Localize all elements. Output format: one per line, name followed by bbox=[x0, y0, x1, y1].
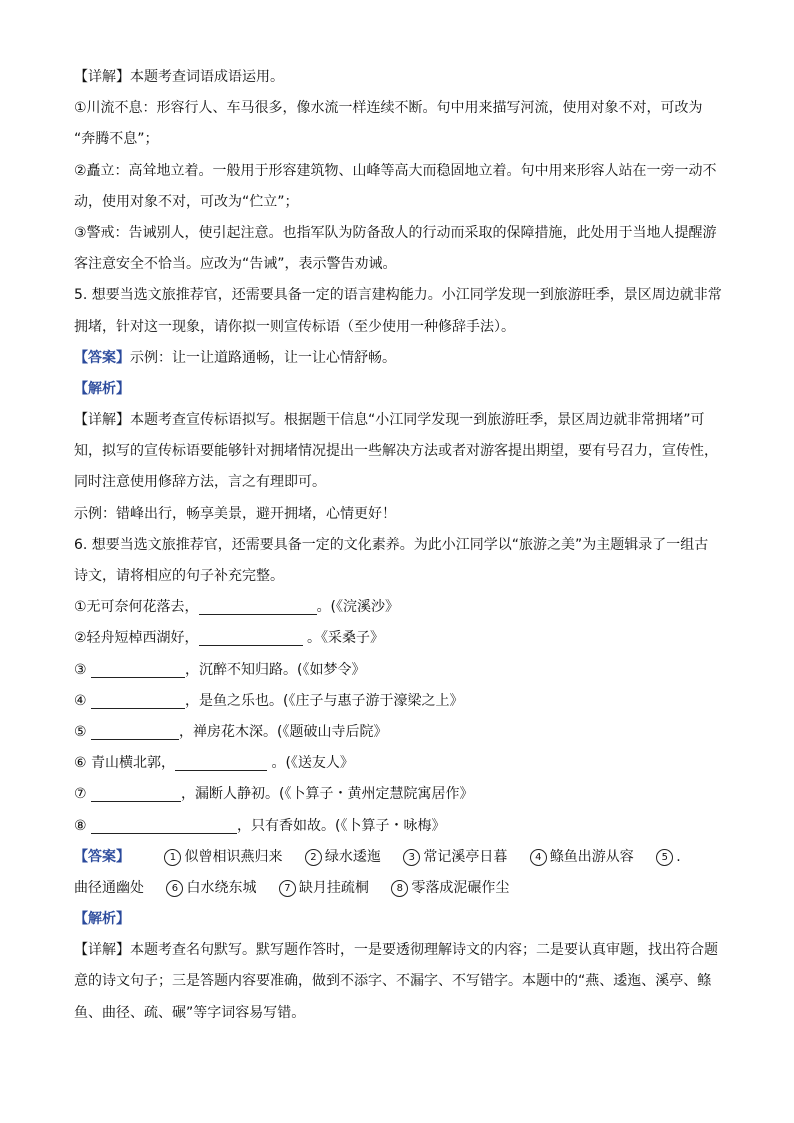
answer-item: 4 鲦鱼出游从容 bbox=[530, 849, 634, 865]
text-line: “奔腾不息”； bbox=[74, 131, 159, 148]
number-circle: 6 bbox=[166, 880, 183, 897]
answer-item: 5 . bbox=[656, 849, 680, 865]
text-line: 鱼、曲径、疏、碾”等字词容易写错。 bbox=[74, 1004, 306, 1021]
fill-blank[interactable] bbox=[175, 752, 267, 771]
number-circle: 8 bbox=[391, 880, 408, 897]
answer-item: 曲径通幽处 bbox=[74, 879, 144, 896]
answer-item: 8 零落成泥碾作尘 bbox=[391, 880, 509, 896]
fill-blank[interactable] bbox=[199, 627, 303, 646]
fill-item: ②轻舟短棹西湖好， 。《采桑子》 bbox=[74, 623, 724, 654]
answer-label: 【答案】 bbox=[74, 848, 130, 865]
answer-label: 【答案】 bbox=[74, 349, 130, 366]
answer-item: 1 似曾相识燕归来 bbox=[164, 849, 282, 865]
analysis-line bbox=[74, 374, 724, 405]
fill-blank[interactable] bbox=[91, 721, 179, 740]
analysis-label: 【解析】 bbox=[74, 380, 130, 397]
number-circle: 3 bbox=[403, 849, 420, 866]
question-6-line: 6. 想要当选文旅推荐官，还需要具备一定的文化素养。为此小江同学以“旅游之美”为主题辑录了一组古 bbox=[74, 536, 709, 553]
text-line: 知，拟写的宣传标语要能够针对拥堵情况提出一些解决方法或者对游客提出期望，要有号召力，宣传性， bbox=[74, 443, 718, 460]
text-line: 动，使用对象不对，可改为“伫立”； bbox=[74, 193, 299, 210]
number-circle: 5 bbox=[656, 849, 673, 866]
analysis-label: 【解析】 bbox=[74, 911, 130, 928]
detail-label: 【详解】 bbox=[74, 69, 130, 85]
number-circle: 1 bbox=[164, 849, 181, 866]
fill-item: ③ ，沉醉不知归路。(《如梦令》 bbox=[74, 655, 724, 686]
fill-item: ①无可奈何花落去， 。(《浣溪沙》 bbox=[74, 592, 724, 623]
detail-label: 【详解】 bbox=[74, 942, 130, 959]
fill-blank[interactable] bbox=[91, 783, 181, 802]
detail-line: 【详解】本题考查名句默写。默写题作答时，一是要透彻理解诗文的内容；二是要认真审题，找出符合题 bbox=[74, 942, 718, 959]
answer-line bbox=[74, 842, 724, 873]
fill-item: ⑤ ，禅房花木深。(《题破山寺后院》 bbox=[74, 717, 724, 748]
fill-blank[interactable] bbox=[91, 815, 237, 834]
text-line: 客注意安全不恰当。应改为“告诫”，表示警告劝诫。 bbox=[74, 256, 397, 273]
text-line: 示例：错峰出行，畅享美景，避开拥堵，心情更好！ bbox=[74, 505, 396, 522]
detail-label: 【详解】 bbox=[74, 412, 130, 429]
text-line: 同时注意使用修辞方法，言之有理即可。 bbox=[74, 474, 326, 491]
answer-item: 7 缺月挂疏桐 bbox=[279, 880, 369, 896]
fill-blank[interactable] bbox=[199, 596, 317, 615]
answer-item: 6 白水绕东城 bbox=[166, 880, 256, 896]
number-circle: 2 bbox=[305, 849, 322, 866]
text-line: 意的诗文句子；三是答题内容要准确，做到不添字、不漏字、不写错字。本题中的“燕、逶迤、溪亭、鲦 bbox=[74, 973, 712, 990]
question-5-line: 5. 想要当选文旅推荐官，还需要具备一定的语言建构能力。小江同学发现一到旅游旺季，景区周边就非常 bbox=[74, 287, 722, 304]
detail-line: 【详解】本题考查宣传标语拟写。根据题干信息“小江同学发现一到旅游旺季，景区周边就非常拥堵”可 bbox=[74, 412, 705, 429]
answer-line bbox=[74, 873, 724, 904]
fill-blank[interactable] bbox=[91, 690, 185, 709]
fill-item: ⑧ ，只有香如故。(《卜算子・咏梅》 bbox=[74, 811, 724, 842]
fill-item: ⑥ 青山横北郭， 。(《送友人》 bbox=[74, 748, 724, 779]
fill-blank[interactable] bbox=[91, 659, 185, 678]
detail-line: 【详解】本题考查词语成语运用。 bbox=[74, 69, 284, 85]
answer-line: 【答案】示例：让一让道路通畅，让一让心情舒畅。 bbox=[74, 349, 396, 366]
number-circle: 7 bbox=[279, 880, 296, 897]
number-circle: 4 bbox=[530, 849, 547, 866]
answer-item: 2 绿水逶迤 bbox=[305, 849, 381, 865]
fill-item: ⑦ ，漏断人静初。(《卜算子・黄州定慧院寓居作》 bbox=[74, 779, 724, 810]
text-line: ②矗立：高耸地立着。一般用于形容建筑物、山峰等高大而稳固地立着。句中用来形容人站在一旁一动不 bbox=[74, 162, 717, 179]
document-page bbox=[74, 62, 724, 1029]
answer-item: 3 常记溪亭日暮 bbox=[403, 849, 507, 865]
question-5-line: 拥堵，针对这一现象，请你拟一则宣传标语（至少使用一种修辞手法）。 bbox=[74, 318, 515, 335]
fill-item: ④ ，是鱼之乐也。(《庄子与惠子游于濠梁之上》 bbox=[74, 686, 724, 717]
analysis-line bbox=[74, 904, 724, 935]
text-line: ①川流不息：形容行人、车马很多，像水流一样连续不断。句中用来描写河流，使用对象不对，可改为 bbox=[74, 100, 703, 117]
text-line: ③警戒：告诫别人，使引起注意。也指军队为防备敌人的行动而采取的保障措施，此处用于当地人提醒游 bbox=[74, 224, 717, 241]
question-6-line: 诗文，请将相应的句子补充完整。 bbox=[74, 568, 284, 584]
